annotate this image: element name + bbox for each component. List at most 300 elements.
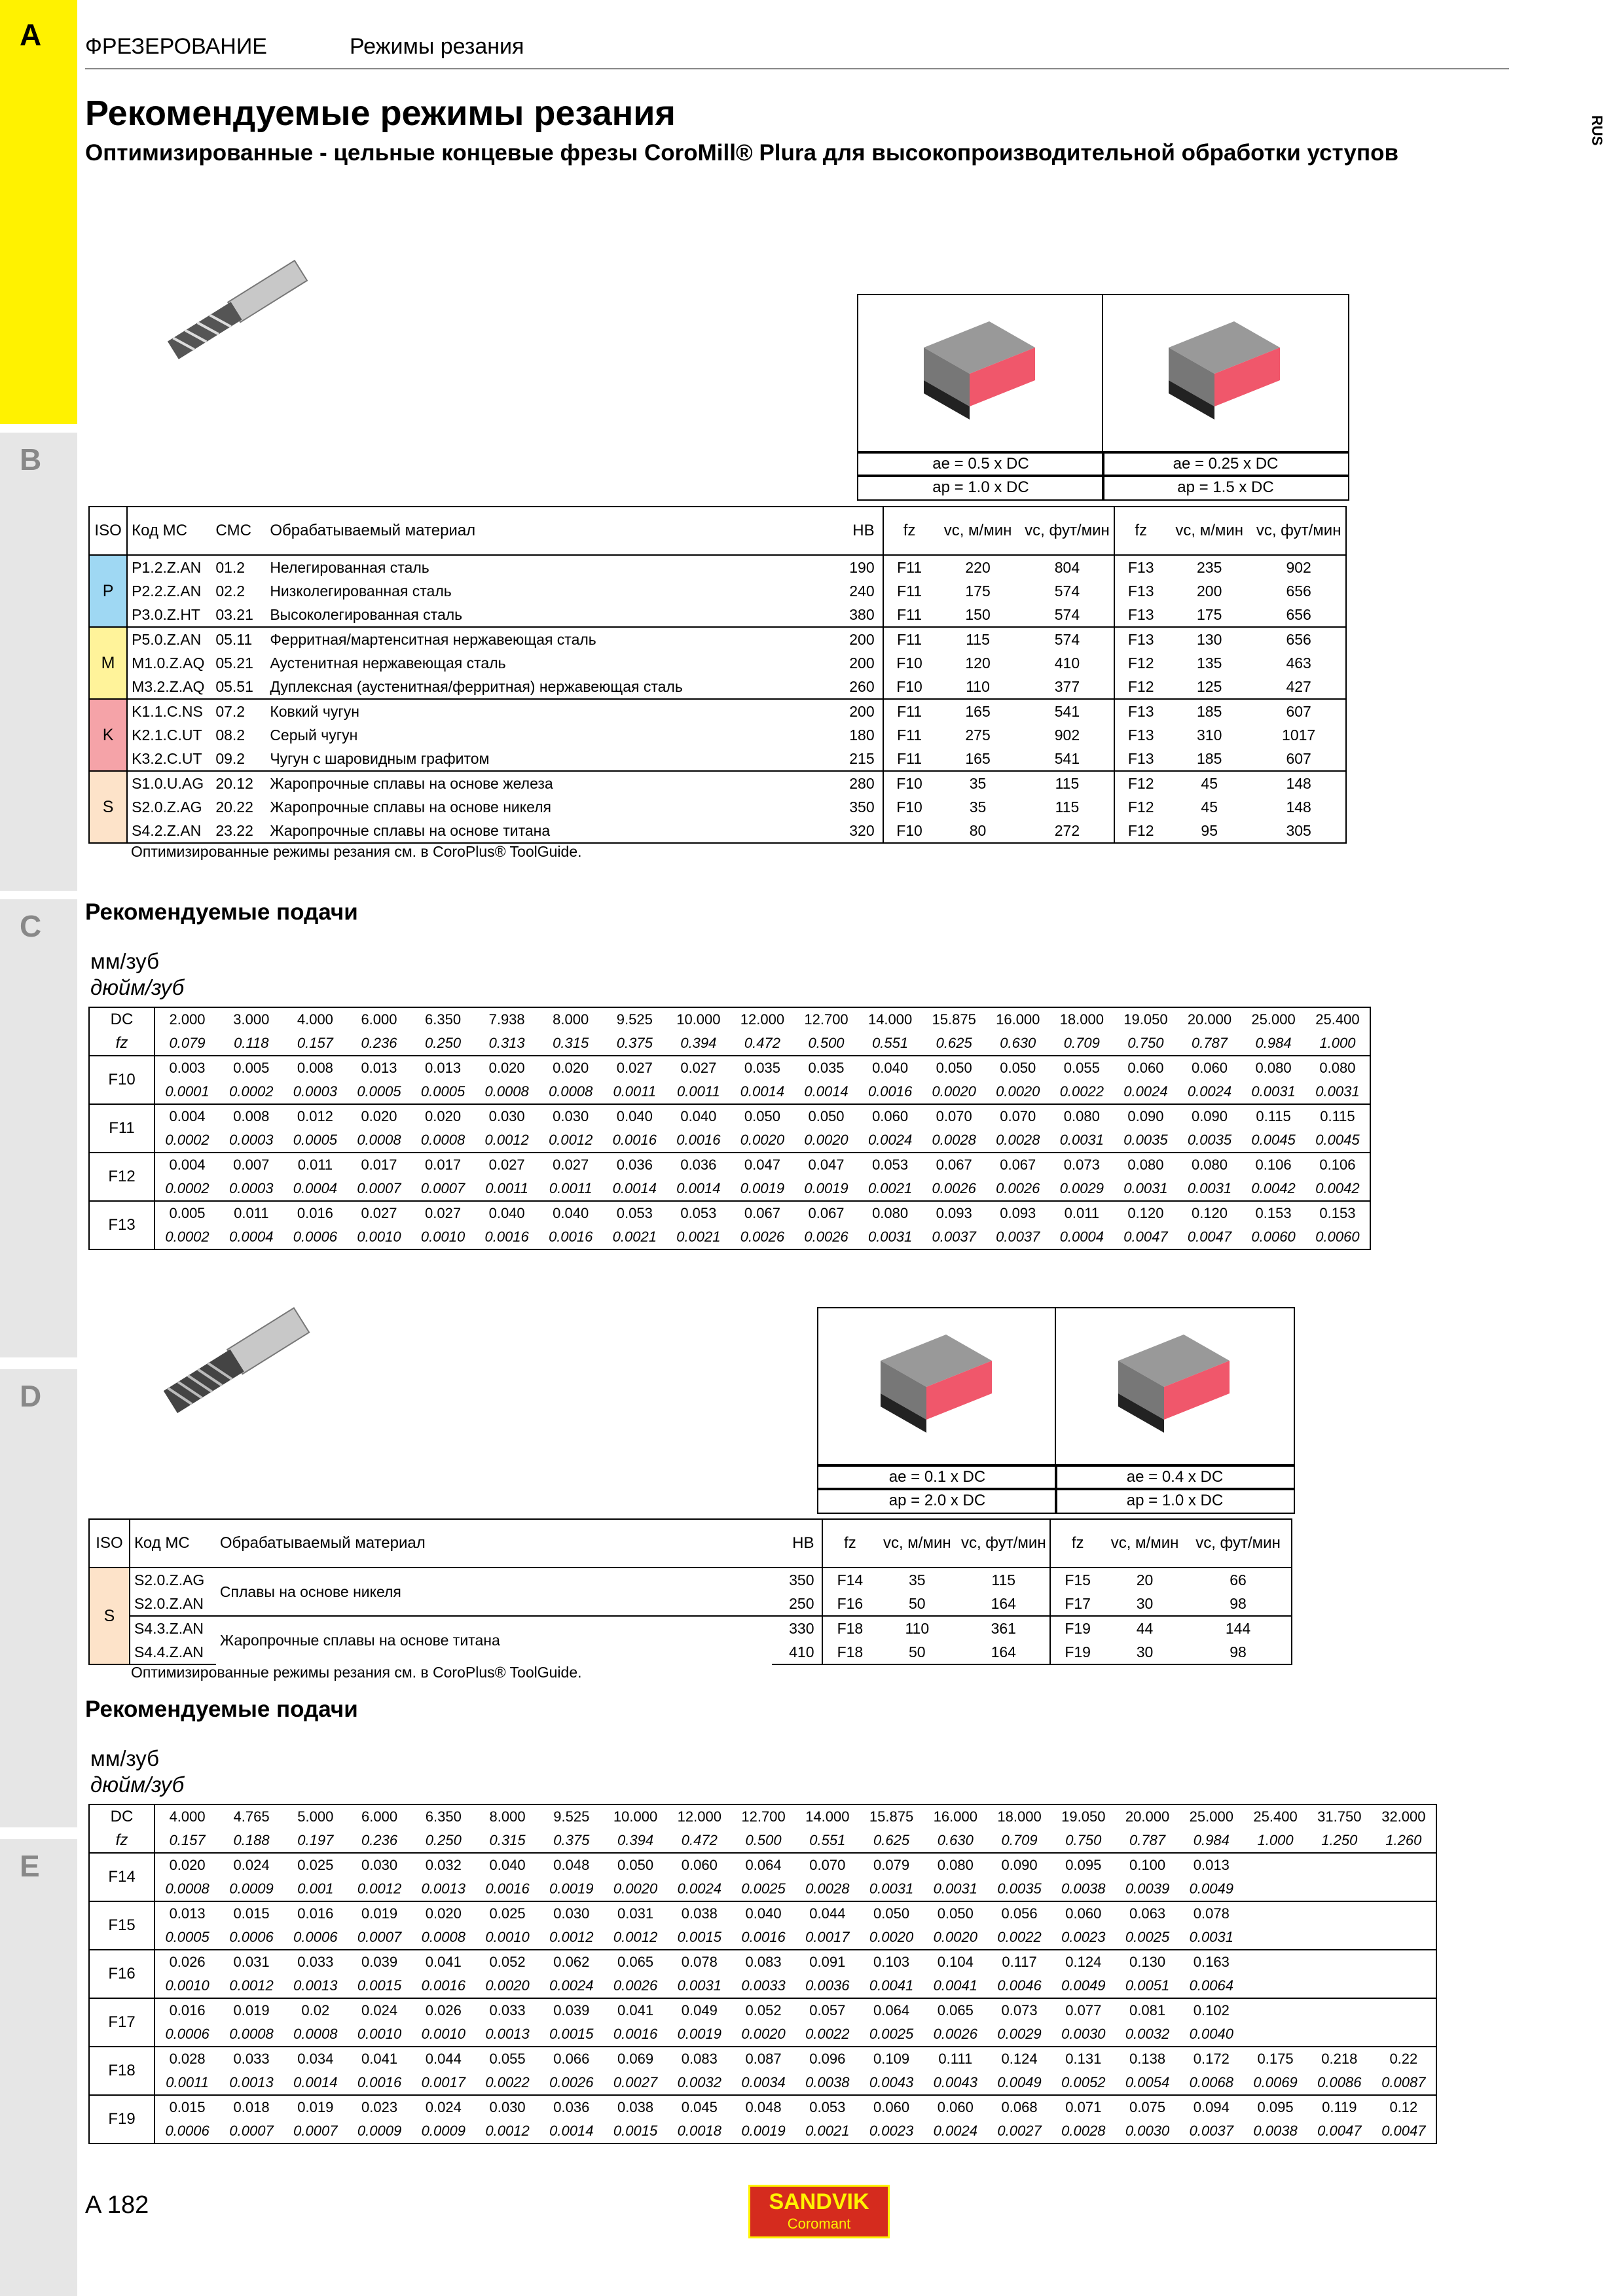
feed-value-inch: 0.0008: [484, 1083, 529, 1100]
table-cell: 135: [1197, 654, 1222, 672]
table-row: [89, 771, 1346, 795]
feed-value-inch: 0.0031: [1187, 1180, 1232, 1196]
feed-value-inch: 0.0031: [1123, 1180, 1168, 1196]
feed-value-inch: 0.0024: [549, 1977, 594, 1994]
dc-label: DC: [89, 1007, 155, 1031]
feed-row-inch: [89, 1877, 1436, 1901]
table-cell: F18: [822, 1616, 877, 1640]
feed-value-inch: 0.0060: [1251, 1229, 1296, 1245]
feed-value-inch: 0.0019: [741, 2123, 786, 2139]
feed-value-inch: 0.0035: [1123, 1132, 1168, 1148]
table-cell: 05.11: [211, 627, 266, 651]
feeds1-title: Рекомендуемые подачи: [85, 899, 358, 925]
feed-value-mm: 0.041: [411, 1950, 475, 1974]
feed-value-mm: 0.070: [986, 1104, 1050, 1128]
feed-label: F17: [89, 1998, 155, 2047]
feed-value-mm: 0.063: [1116, 1901, 1180, 1926]
feed-value-mm: 0.055: [1050, 1056, 1114, 1080]
table-cell: 180: [804, 723, 883, 747]
dc-inch-value: 0.787: [1191, 1035, 1228, 1051]
feed-value-inch: 0.0016: [867, 1083, 913, 1100]
dc-inch-row: [89, 1829, 1436, 1853]
page-number: A 182: [85, 2191, 149, 2219]
feed-value-inch: 0.0018: [677, 2123, 721, 2139]
feed-value-mm: 0.070: [795, 1853, 860, 1877]
column-header: vc, фут/мин: [1185, 1519, 1292, 1568]
feed-value-mm: 0.060: [1051, 1901, 1116, 1926]
feed-value-mm: 0.067: [986, 1153, 1050, 1177]
table-row: [89, 579, 1346, 603]
feed-value-inch: 0.0015: [677, 1929, 721, 1945]
feed-value-mm: [1372, 1998, 1436, 2022]
table-row: [89, 651, 1346, 675]
feed-value-mm: 0.119: [1307, 2095, 1372, 2119]
feed-value-inch: 0.0047: [1123, 1229, 1168, 1245]
feed-value-mm: 0.106: [1241, 1153, 1305, 1177]
feed-value-mm: 0.044: [795, 1901, 860, 1926]
iso-group-m: M: [89, 627, 127, 699]
table-cell: 07.2: [211, 699, 266, 723]
feed-value-inch: 0.0006: [293, 1229, 338, 1245]
feed-value-inch: 0.0026: [932, 1180, 976, 1196]
feed-row: [89, 1853, 1436, 1877]
cutting-data-table-1: [88, 506, 1347, 844]
table-cell: 50: [877, 1640, 957, 1664]
feed-value-mm: 0.064: [731, 1853, 795, 1877]
table-header-row: [89, 507, 1346, 555]
dc-value: 15.875: [869, 1808, 914, 1825]
feed-value-mm: 0.019: [283, 2095, 348, 2119]
table-row: [89, 723, 1346, 747]
table-cell: 175: [965, 582, 991, 600]
feeds2-unit-metric: мм/зуб: [90, 1746, 160, 1770]
table-cell: 275: [965, 726, 991, 744]
table-cell: 220: [965, 558, 991, 576]
table-cell: F10: [896, 677, 922, 695]
feed-value-mm: 0.044: [411, 2047, 475, 2071]
feed-value-inch: 0.0014: [804, 1083, 848, 1100]
feed-value-mm: 0.060: [860, 2095, 924, 2119]
feed-value-inch: 0.0031: [933, 1880, 977, 1897]
table-cell: F16: [837, 1594, 864, 1612]
column-header: fz: [883, 507, 936, 555]
feed-value-inch: 0.0034: [741, 2074, 786, 2090]
feed-value-mm: 0.038: [604, 2095, 668, 2119]
feed-value-inch: 0.0009: [229, 1880, 274, 1897]
feed-value-mm: 0.031: [219, 1950, 283, 1974]
table-cell: 164: [957, 1592, 1050, 1616]
feed-value-mm: 0.120: [1178, 1201, 1242, 1225]
feed-value-mm: 0.060: [667, 1853, 731, 1877]
feed-value-inch: 0.0016: [484, 1229, 529, 1245]
table-cell: F12: [1127, 677, 1154, 695]
feed-label: F10: [89, 1056, 155, 1104]
feed-value-mm: 0.035: [731, 1056, 795, 1080]
dc-inch-value: 0.197: [297, 1832, 334, 1848]
feed-value-mm: 0.050: [986, 1056, 1050, 1080]
table-cell: Жаропрочные сплавы на основе железа: [266, 771, 804, 795]
table-cell: 574: [1021, 627, 1115, 651]
table-cell: F13: [1127, 558, 1154, 576]
feed-value-inch: 0.0004: [1059, 1229, 1104, 1245]
feed-value-inch: 0.0024: [677, 1880, 721, 1897]
table-cell: 98: [1185, 1640, 1292, 1664]
dc-value: 4.765: [233, 1808, 270, 1825]
dc-value: 20.000: [1187, 1011, 1232, 1028]
feed-row: [89, 1153, 1370, 1177]
feed-value-mm: 0.028: [155, 2047, 219, 2071]
table-cell: P5.0.Z.AN: [127, 627, 211, 651]
feed-value-inch: 0.0024: [867, 1132, 913, 1148]
table-cell: F11: [883, 699, 936, 723]
feed-value-inch: 0.0038: [1253, 2123, 1298, 2139]
feed-value-mm: 0.011: [283, 1153, 348, 1177]
table-cell: 30: [1104, 1640, 1185, 1664]
feed-value-inch: 0.0041: [933, 1977, 977, 1994]
feed-value-mm: 0.041: [604, 1998, 668, 2022]
feed-value-mm: 0.053: [795, 2095, 860, 2119]
dc-inch-value: 1.260: [1385, 1832, 1422, 1848]
feed-value-mm: 0.040: [539, 1201, 603, 1225]
feed-value-inch: 0.0022: [805, 2026, 850, 2042]
feed-value-inch: 0.0010: [165, 1977, 210, 1994]
feed-value-mm: 0.040: [666, 1104, 731, 1128]
feed-value-mm: 0.079: [860, 1853, 924, 1877]
table1-note: Оптимизированные режимы резания см. в CoroPlus® ToolGuide.: [131, 843, 582, 860]
table-cell: 115: [1021, 771, 1115, 795]
feed-value-mm: 0.22: [1372, 2047, 1436, 2071]
table-cell: 902: [1252, 555, 1346, 579]
dc-inch-value: 1.250: [1321, 1832, 1358, 1848]
feed-value-mm: 0.095: [1051, 1853, 1116, 1877]
feed-row-inch: [89, 1974, 1436, 1998]
feed-value-mm: 0.062: [539, 1950, 604, 1974]
feed-value-inch: 0.0016: [421, 1977, 465, 1994]
feed-value-mm: 0.056: [987, 1901, 1051, 1926]
feed-value-mm: 0.102: [1179, 1998, 1243, 2022]
feed-value-mm: [1372, 1853, 1436, 1877]
feeds2-unit-inch: дюйм/зуб: [90, 1772, 185, 1797]
feed-value-inch: 0.0011: [613, 1083, 657, 1100]
feed-value-inch: 0.0047: [1187, 1229, 1232, 1245]
feed-value-inch: 0.0054: [1125, 2074, 1170, 2090]
end-mill-image: [149, 253, 326, 370]
table-cell: 330: [772, 1616, 823, 1640]
feed-value-mm: 0.033: [283, 1950, 348, 1974]
feed-value-inch: 0.0031: [867, 1229, 913, 1245]
feed-value-inch: 0.0026: [549, 2074, 594, 2090]
feed-value-inch: 0.0002: [165, 1132, 210, 1148]
page-subtitle: Оптимизированные - цельные концевые фрезы CoroMill® Plura для высокопроизводительной обработки уступов: [85, 140, 1399, 166]
table-cell: 09.2: [215, 749, 246, 767]
table-cell: 115: [957, 1568, 1050, 1592]
cutting-data-table-2: [88, 1518, 1292, 1665]
feed-value-mm: 0.026: [155, 1950, 219, 1974]
dc-value: 19.050: [1061, 1808, 1106, 1825]
dc-inch-value: 0.709: [1001, 1832, 1038, 1848]
feed-value-inch: 0.0025: [741, 1880, 786, 1897]
tab-b: [0, 433, 77, 891]
feed-label: F16: [89, 1950, 155, 1998]
feed-value-inch: [1243, 1926, 1307, 1950]
logo-sub: Coromant: [787, 2215, 851, 2232]
table-cell: Ковкий чугун: [266, 699, 804, 723]
feed-value-mm: 0.027: [411, 1201, 475, 1225]
feed-value-inch: 0.0037: [932, 1229, 976, 1245]
feed-value-inch: [1372, 1926, 1436, 1950]
feed-value-mm: 0.052: [731, 1998, 795, 2022]
feed-value-inch: 0.0009: [357, 2123, 402, 2139]
dc-value: 15.875: [932, 1011, 976, 1028]
feed-value-mm: 0.034: [283, 2047, 348, 2071]
feed-value-mm: 0.020: [155, 1853, 219, 1877]
table-cell: 35: [969, 798, 987, 816]
tab-d-label: D: [20, 1379, 42, 1413]
feed-value-inch: 0.0026: [933, 2026, 977, 2042]
feed-value-mm: 0.008: [219, 1104, 283, 1128]
dc-value: 2.000: [169, 1011, 206, 1028]
table-cell: 45: [1201, 798, 1218, 816]
feed-value-mm: 0.077: [1051, 1998, 1116, 2022]
feed-value-inch: 0.0020: [804, 1132, 848, 1148]
feed-value-mm: 0.111: [923, 2047, 987, 2071]
feed-value-inch: 0.0012: [549, 1132, 593, 1148]
condition-ae-3: ae = 0.1 x DC: [817, 1464, 1057, 1490]
dc-value: 16.000: [996, 1011, 1040, 1028]
feed-value-mm: 0.060: [858, 1104, 922, 1128]
feed-value-inch: 0.0047: [1381, 2123, 1426, 2139]
feed-value-inch: 0.0038: [805, 2074, 850, 2090]
table-cell: 804: [1021, 555, 1115, 579]
feed-value-inch: 0.0020: [740, 1132, 785, 1148]
table-cell: 574: [1021, 603, 1115, 627]
feed-value-mm: 0.036: [603, 1153, 667, 1177]
feed-value-mm: 0.067: [731, 1201, 795, 1225]
feed-value-inch: 0.0011: [485, 1180, 528, 1196]
dc-inch-value: 0.472: [744, 1035, 780, 1051]
table-cell: F15: [1065, 1571, 1091, 1588]
table-row: [89, 627, 1346, 651]
dc-value: 5.000: [297, 1808, 334, 1825]
feed-value-inch: 0.0051: [1125, 1977, 1170, 1994]
dc-value: 12.700: [804, 1011, 848, 1028]
feed-value-inch: 0.0002: [229, 1083, 274, 1100]
table-cell: 260: [804, 675, 883, 699]
feed-value-inch: 0.0016: [357, 2074, 402, 2090]
feed-value-inch: 0.0015: [357, 1977, 402, 1994]
feed-value-inch: [1243, 1974, 1307, 1998]
dc-inch-value: 0.315: [553, 1035, 589, 1051]
feed-value-inch: 0.0060: [1315, 1229, 1360, 1245]
feed-value-inch: 0.0032: [677, 2074, 721, 2090]
feed-value-mm: [1372, 1950, 1436, 1974]
dc-value: 14.000: [867, 1011, 913, 1028]
feed-value-mm: 0.049: [667, 1998, 731, 2022]
feed-value-inch: 0.0003: [229, 1180, 274, 1196]
feed-value-mm: 0.019: [348, 1901, 412, 1926]
dc-inch-value: 0.236: [361, 1832, 398, 1848]
feed-value-mm: 0.020: [411, 1104, 475, 1128]
table-cell: 200: [804, 627, 883, 651]
feed-value-mm: 0.131: [1051, 2047, 1116, 2071]
feed-value-mm: 0.025: [283, 1853, 348, 1877]
dc-inch-value: 0.500: [808, 1035, 845, 1051]
feed-value-mm: 0.047: [794, 1153, 858, 1177]
dc-inch-value: 0.250: [425, 1035, 462, 1051]
feed-value-mm: 0.040: [603, 1104, 667, 1128]
feed-value-inch: 0.0005: [165, 1929, 210, 1945]
table-cell: S2.0.Z.AG: [134, 1571, 205, 1588]
feed-value-mm: 0.050: [923, 1901, 987, 1926]
dc-value: 18.000: [1059, 1011, 1104, 1028]
table-cell: F19: [1050, 1640, 1104, 1664]
table-cell: 66: [1185, 1568, 1292, 1592]
feed-value-mm: 0.080: [923, 1853, 987, 1877]
feed-value-inch: 0.0028: [1061, 2123, 1106, 2139]
feed-value-mm: 0.080: [858, 1201, 922, 1225]
feed-value-mm: 0.060: [923, 2095, 987, 2119]
table-cell: 20: [1136, 1571, 1154, 1588]
table-cell: 410: [1021, 651, 1115, 675]
column-header: fz: [1114, 507, 1167, 555]
column-header: vc, фут/мин: [1021, 507, 1115, 555]
feed-value-mm: 0.12: [1372, 2095, 1436, 2119]
feed-value-inch: 0.0036: [805, 1977, 850, 1994]
feed-value-inch: 0.0017: [805, 1929, 850, 1945]
dc-inch-value: 0.236: [361, 1035, 397, 1051]
tab-d: [0, 1369, 77, 1827]
dc-value: 12.700: [741, 1808, 786, 1825]
dc-inch-value: 0.750: [1127, 1035, 1164, 1051]
dc-inch-value: 0.551: [872, 1035, 909, 1051]
feed-value-inch: 0.0022: [997, 1929, 1042, 1945]
table-cell: Аустенитная нержавеющая сталь: [270, 654, 506, 672]
page-title: Рекомендуемые режимы резания: [85, 94, 676, 133]
feed-value-mm: 0.003: [155, 1056, 219, 1080]
column-header: HB: [804, 507, 883, 555]
table-cell: 45: [1167, 771, 1252, 795]
table-cell: 463: [1252, 651, 1346, 675]
feed-value-mm: 0.035: [794, 1056, 858, 1080]
feed-value-mm: 0.130: [1116, 1950, 1180, 1974]
table-cell: M1.0.Z.AQ: [132, 654, 205, 672]
feed-value-mm: 0.064: [860, 1998, 924, 2022]
dc-inch-value: 0.472: [681, 1832, 718, 1848]
table-cell: S4.2.Z.AN: [127, 819, 211, 843]
tab-e: [0, 1839, 77, 2296]
dc-value: 6.350: [425, 1808, 462, 1825]
table-cell: F11: [897, 605, 922, 623]
feed-value-mm: 0.104: [923, 1950, 987, 1974]
feed-label: F15: [89, 1901, 155, 1950]
dc-inch-value: 0.630: [1000, 1035, 1036, 1051]
feed-value-inch: [1243, 2022, 1307, 2047]
table-cell: 185: [1197, 749, 1222, 767]
feed-value-inch: 0.0031: [1251, 1083, 1296, 1100]
feeds1-unit-metric: мм/зуб: [90, 949, 160, 973]
feed-value-inch: 0.0049: [1189, 1880, 1233, 1897]
feed-value-inch: 0.0012: [357, 1880, 402, 1897]
dc-inch-value: 0.625: [873, 1832, 910, 1848]
condition-ap-4: ap = 1.0 x DC: [1055, 1488, 1295, 1514]
feed-value-inch: 0.0037: [996, 1229, 1040, 1245]
feed-value-mm: 0.055: [475, 2047, 539, 2071]
feed-value-mm: 0.016: [155, 1998, 219, 2022]
table-cell: F12: [1127, 654, 1154, 672]
table-cell: 240: [804, 579, 883, 603]
feed-value-mm: 0.065: [923, 1998, 987, 2022]
table-cell: F10: [896, 654, 922, 672]
table-cell: F11: [883, 627, 936, 651]
feed-value-inch: 0.0030: [1125, 2123, 1170, 2139]
feed-value-inch: 0.0086: [1317, 2074, 1362, 2090]
dc-inch-value: 0.787: [1129, 1832, 1166, 1848]
feed-value-mm: 0.048: [539, 1853, 604, 1877]
dc-inch-value: 0.709: [1063, 1035, 1100, 1051]
feed-value-inch: 0.0003: [229, 1132, 274, 1148]
feed-value-mm: 0.124: [1051, 1950, 1116, 1974]
feed-value-mm: 0.030: [348, 1853, 412, 1877]
feed-value-mm: 0.027: [475, 1153, 539, 1177]
feed-value-inch: 0.0007: [420, 1180, 465, 1196]
feed-value-mm: 0.172: [1179, 2047, 1243, 2071]
dc-value: 6.000: [361, 1011, 397, 1028]
feed-value-inch: 0.0016: [741, 1929, 786, 1945]
iso-group-p: P: [89, 555, 127, 627]
table-row: [89, 1568, 1292, 1592]
table-cell: Низколегированная сталь: [270, 582, 452, 600]
feed-value-mm: 0.093: [922, 1201, 986, 1225]
feed-value-mm: 0.067: [922, 1153, 986, 1177]
feed-value-inch: 0.0005: [293, 1132, 338, 1148]
feed-value-inch: 0.0007: [357, 1929, 402, 1945]
table-cell: Чугун с шаровидным графитом: [270, 749, 490, 767]
feed-value-inch: [1372, 1974, 1436, 1998]
feed-value-inch: [1307, 1974, 1372, 1998]
dc-value: 25.400: [1253, 1808, 1298, 1825]
table-cell: F19: [1050, 1616, 1104, 1640]
feed-value-mm: 0.091: [795, 1950, 860, 1974]
feed-value-mm: 0.040: [731, 1901, 795, 1926]
table-cell: Ферритная/мартенситная нержавеющая сталь: [266, 627, 804, 651]
feed-value-mm: [1243, 1998, 1307, 2022]
feed-value-mm: 0.047: [731, 1153, 795, 1177]
dc-inch-value: 0.188: [233, 1832, 270, 1848]
feed-value-mm: 0.053: [858, 1153, 922, 1177]
feed-value-mm: 0.060: [1178, 1056, 1242, 1080]
table-cell: Жаропрочные сплавы на основе титана: [266, 819, 804, 843]
feed-value-mm: 0.106: [1305, 1153, 1370, 1177]
feed-value-mm: 0.175: [1243, 2047, 1307, 2071]
feed-value-mm: [1307, 1901, 1372, 1926]
table-cell: 148: [1252, 771, 1346, 795]
feed-value-mm: 0.120: [1114, 1201, 1178, 1225]
feed-value-inch: 0.0024: [933, 2123, 977, 2139]
feed-value-inch: 0.0003: [293, 1083, 338, 1100]
feed-value-inch: 0.0012: [485, 2123, 530, 2139]
table-cell: S2.0.Z.AG: [132, 798, 202, 816]
feed-value-inch: 0.0010: [420, 1229, 465, 1245]
dc-inch-value: 0.079: [169, 1035, 206, 1051]
feed-value-mm: 0.069: [604, 2047, 668, 2071]
dc-value: 6.000: [361, 1808, 398, 1825]
table-cell: 607: [1252, 747, 1346, 771]
feed-value-inch: 0.0022: [1059, 1083, 1104, 1100]
feed-value-mm: 0.153: [1241, 1201, 1305, 1225]
fz-label: fz: [89, 1031, 155, 1056]
feed-value-inch: 0.0022: [485, 2074, 530, 2090]
dc-inch-value: 0.394: [617, 1832, 654, 1848]
